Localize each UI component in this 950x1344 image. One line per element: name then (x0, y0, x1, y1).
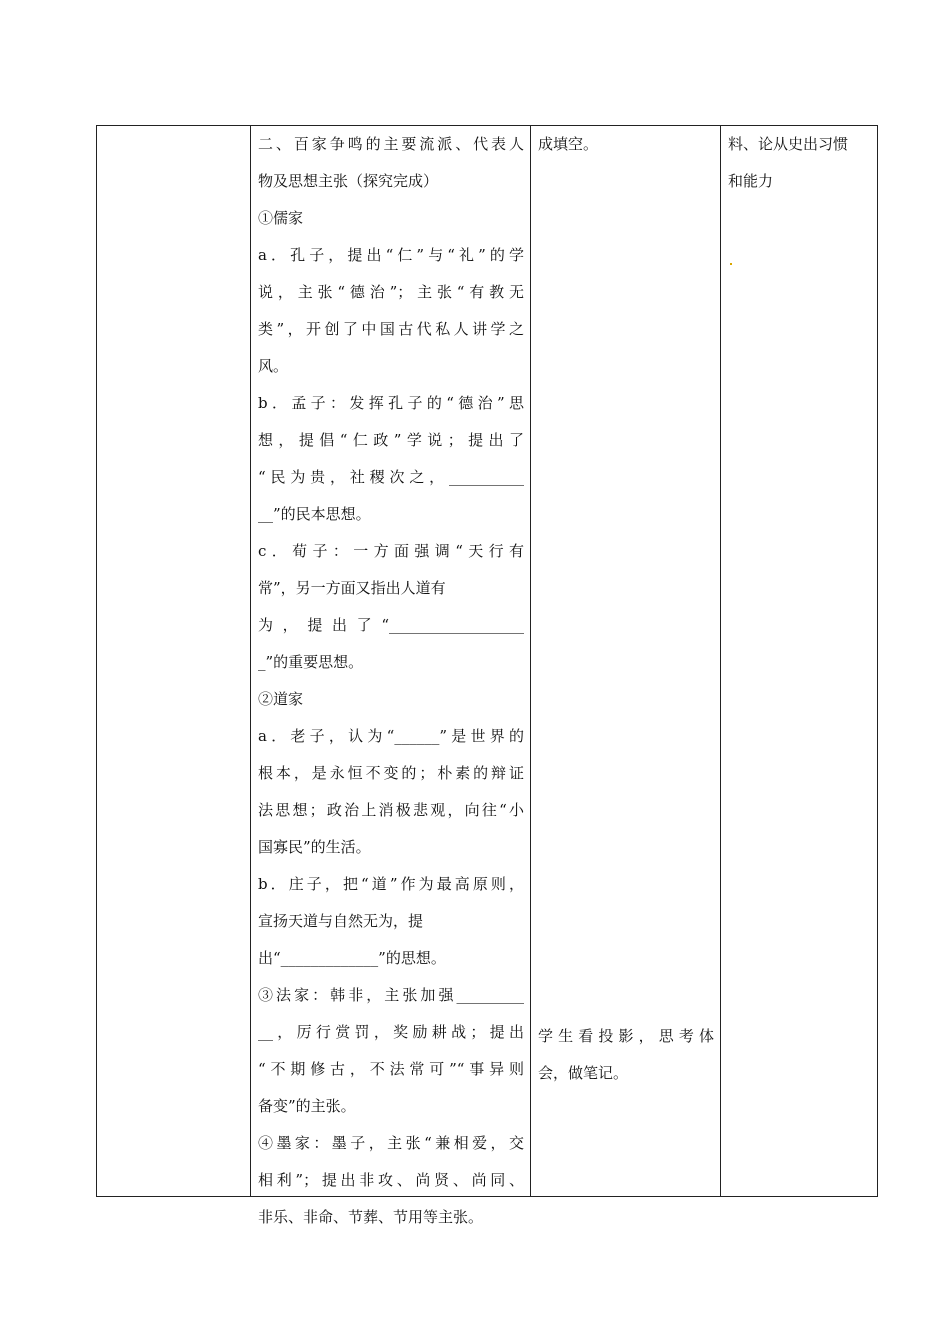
lesson-table (96, 125, 878, 1226)
content-line: 常”，另一方面又指出人道有 (258, 579, 446, 597)
design-intent-cell (728, 126, 870, 200)
content-line: ③法家：韩非，主张加强_________ (258, 986, 524, 1004)
student-activity-bottom (538, 1018, 714, 1092)
content-line: __，厉行赏罚，奖励耕战；提出 (258, 1023, 524, 1041)
design-intent-line: 和能力 (728, 172, 774, 190)
content-line: 相利”；提出非攻、尚贤、尚同、 (258, 1171, 524, 1189)
column-divider (250, 126, 251, 1196)
content-line: a．孔子，提出“仁”与“礼”的学 (258, 246, 524, 264)
content-line: ④墨家：墨子，主张“兼相爱，交 (258, 1134, 524, 1152)
column-divider (720, 126, 721, 1196)
content-line: 风。 (258, 357, 289, 375)
content-line: b．孟子：发挥孔子的“德治”思 (258, 394, 524, 412)
content-line: 类”，开创了中国古代私人讲学之 (258, 320, 524, 338)
content-line: 出“_____________”的思想。 (258, 949, 446, 967)
annotation-mark (730, 263, 732, 265)
content-line: ②道家 (258, 690, 304, 708)
content-line: ①儒家 (258, 209, 304, 227)
content-line: 国寡民”的生活。 (258, 838, 371, 856)
content-line: “不期修古，不法常可”“事异则 (258, 1060, 524, 1078)
content-line: 根本，是永恒不变的；朴素的辩证 (258, 764, 524, 782)
content-line: 备变”的主张。 (258, 1097, 356, 1115)
content-line: b．庄子，把“道”作为最高原则， (258, 875, 524, 893)
content-line: “民为贵，社稷次之，__________ (258, 468, 524, 486)
content-line: 法思想；政治上消极悲观，向往“小 (258, 801, 524, 819)
content-line: 二、百家争鸣的主要流派、代表人 (258, 135, 524, 153)
content-line: 为，提出了“__________________ (258, 616, 524, 634)
content-line: _”的重要思想。 (258, 653, 364, 671)
content-line: 想，提倡“仁政”学说；提出了 (258, 431, 524, 449)
student-activity-line: 会，做笔记。 (538, 1064, 629, 1082)
content-line: 物及思想主张（探究完成） (258, 172, 439, 190)
content-line: 说，主张“德治”；主张“有教无 (258, 283, 524, 301)
content-line: c．荀子：一方面强调“天行有 (258, 542, 524, 560)
content-line: a．老子，认为“______”是世界的 (258, 727, 524, 745)
content-line: 非乐、非命、节葬、节用等主张。 (258, 1208, 484, 1226)
content-line: 宣扬天道与自然无为，提 (258, 912, 424, 930)
teaching-content-cell (258, 126, 524, 1236)
student-activity-line: 学生看投影，思考体 (538, 1027, 714, 1045)
column-divider (530, 126, 531, 1196)
design-intent-line: 料、论从史出习惯 (728, 135, 849, 153)
student-activity-top: 成填空。 (538, 135, 599, 153)
content-line: __”的民本思想。 (258, 505, 371, 523)
student-activity-cell (538, 126, 714, 163)
